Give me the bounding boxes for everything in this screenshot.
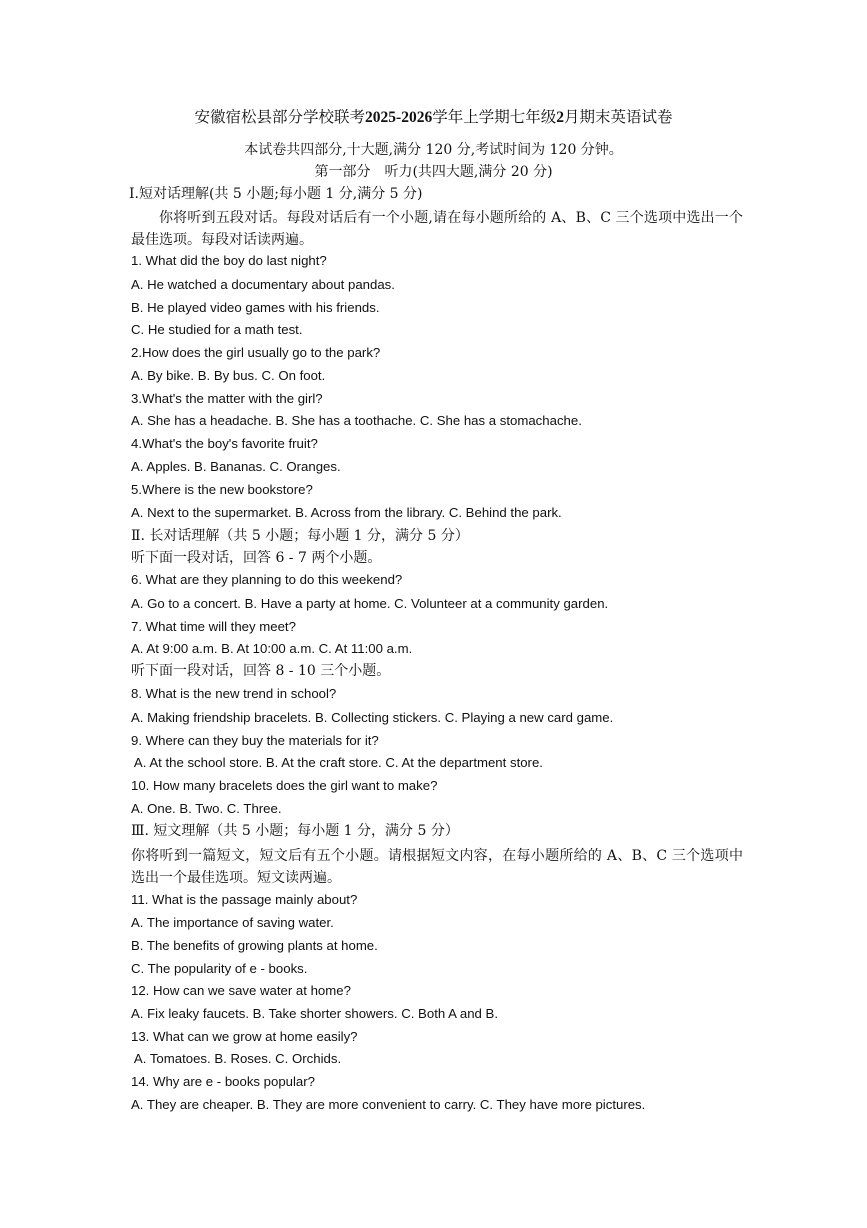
question-11-option-c: C. The popularity of e - books. [131,961,308,976]
question-5: 5.Where is the new bookstore? [131,482,313,497]
question-12-options: A. Fix leaky faucets. B. Take shorter showers. C. Both A and B. [131,1006,498,1021]
title-part-a: 安徽宿松县部分学校联考 [194,108,366,126]
question-7-options: A. At 9:00 a.m. B. At 10:00 a.m. C. At 11:00 a.m. [131,641,413,656]
section1-heading: Ⅰ.短对话理解(共 5 小题;每小题 1 分,满分 5 分) [129,186,423,202]
question-1-option-b: B. He played video games with his friends. [131,300,380,315]
question-7: 7. What time will they meet? [131,619,296,634]
question-4: 4.What's the boy's favorite fruit? [131,436,318,451]
question-13-options: A. Tomatoes. B. Roses. C. Orchids. [131,1051,342,1066]
question-12: 12. How can we save water at home? [131,983,351,998]
title-part-b: 学年上学期七年级 [432,108,557,126]
question-3-options: A. She has a headache. B. She has a toothache. C. She has a stomachache. [131,413,582,428]
question-3: 3.What's the matter with the girl? [131,391,323,406]
section3-heading: Ⅲ. 短文理解（共 5 小题；每小题 1 分，满分 5 分） [131,823,459,839]
question-8-options: A. Making friendship bracelets. B. Collecting stickers. C. Playing a new card game. [131,710,614,725]
question-2: 2.How does the girl usually go to the park? [131,345,381,360]
question-8: 8. What is the new trend in school? [131,686,337,701]
exam-intro: 本试卷共四部分,十大题,满分 120 分,考试时间为 120 分钟。 [244,142,623,158]
question-11-option-a: A. The importance of saving water. [131,915,334,930]
part1-heading: 第一部分 听力(共四大题,满分 20 分) [314,164,553,180]
section2-intro-8-10: 听下面一段对话，回答 8 - 10 三个小题。 [131,663,391,679]
title-part-c: 月期末英语试卷 [563,108,673,126]
question-1-option-a: A. He watched a documentary about pandas. [131,277,395,292]
question-10: 10. How many bracelets does the girl want to make? [131,778,438,793]
question-6: 6. What are they planning to do this weekend? [131,572,403,587]
question-9: 9. Where can they buy the materials for it? [131,733,379,748]
question-14-options: A. They are cheaper. B. They are more convenient to carry. C. They have more pictures. [131,1097,646,1112]
question-5-options: A. Next to the supermarket. B. Across from the library. C. Behind the park. [131,505,562,520]
exam-title [0,106,867,129]
title-month: 2 [556,109,564,126]
section2-intro-6-7: 听下面一段对话，回答 6 - 7 两个小题。 [131,550,382,566]
section2-heading: Ⅱ. 长对话理解（共 5 小题；每小题 1 分，满分 5 分） [131,528,469,544]
question-1-option-c: C. He studied for a math test. [131,322,303,337]
title-year: 2025-2026 [365,109,433,126]
question-1: 1. What did the boy do last night? [131,253,327,268]
question-4-options: A. Apples. B. Bananas. C. Oranges. [131,459,341,474]
question-13: 13. What can we grow at home easily? [131,1029,358,1044]
question-11-option-b: B. The benefits of growing plants at home. [131,938,378,953]
question-11: 11. What is the passage mainly about? [131,892,358,907]
section1-instructions: 你将听到五段对话。每段对话后有一个小题,请在每小题所给的 A、B、C 三个选项中选出一个最佳选项。每段对话读两遍。 [131,210,743,248]
question-10-options: A. One. B. Two. C. Three. [131,801,282,816]
question-14: 14. Why are e - books popular? [131,1074,315,1089]
question-9-options: A. At the school store. B. At the craft store. C. At the department store. [131,755,543,770]
question-2-options: A. By bike. B. By bus. C. On foot. [131,368,326,383]
question-6-options: A. Go to a concert. B. Have a party at home. C. Volunteer at a community garden. [131,596,609,611]
section3-instructions: 你将听到一篇短文，短文后有五个小题。请根据短文内容，在每小题所给的 A、B、C 三个选项中选出一个最佳选项。短文读两遍。 [131,848,743,886]
